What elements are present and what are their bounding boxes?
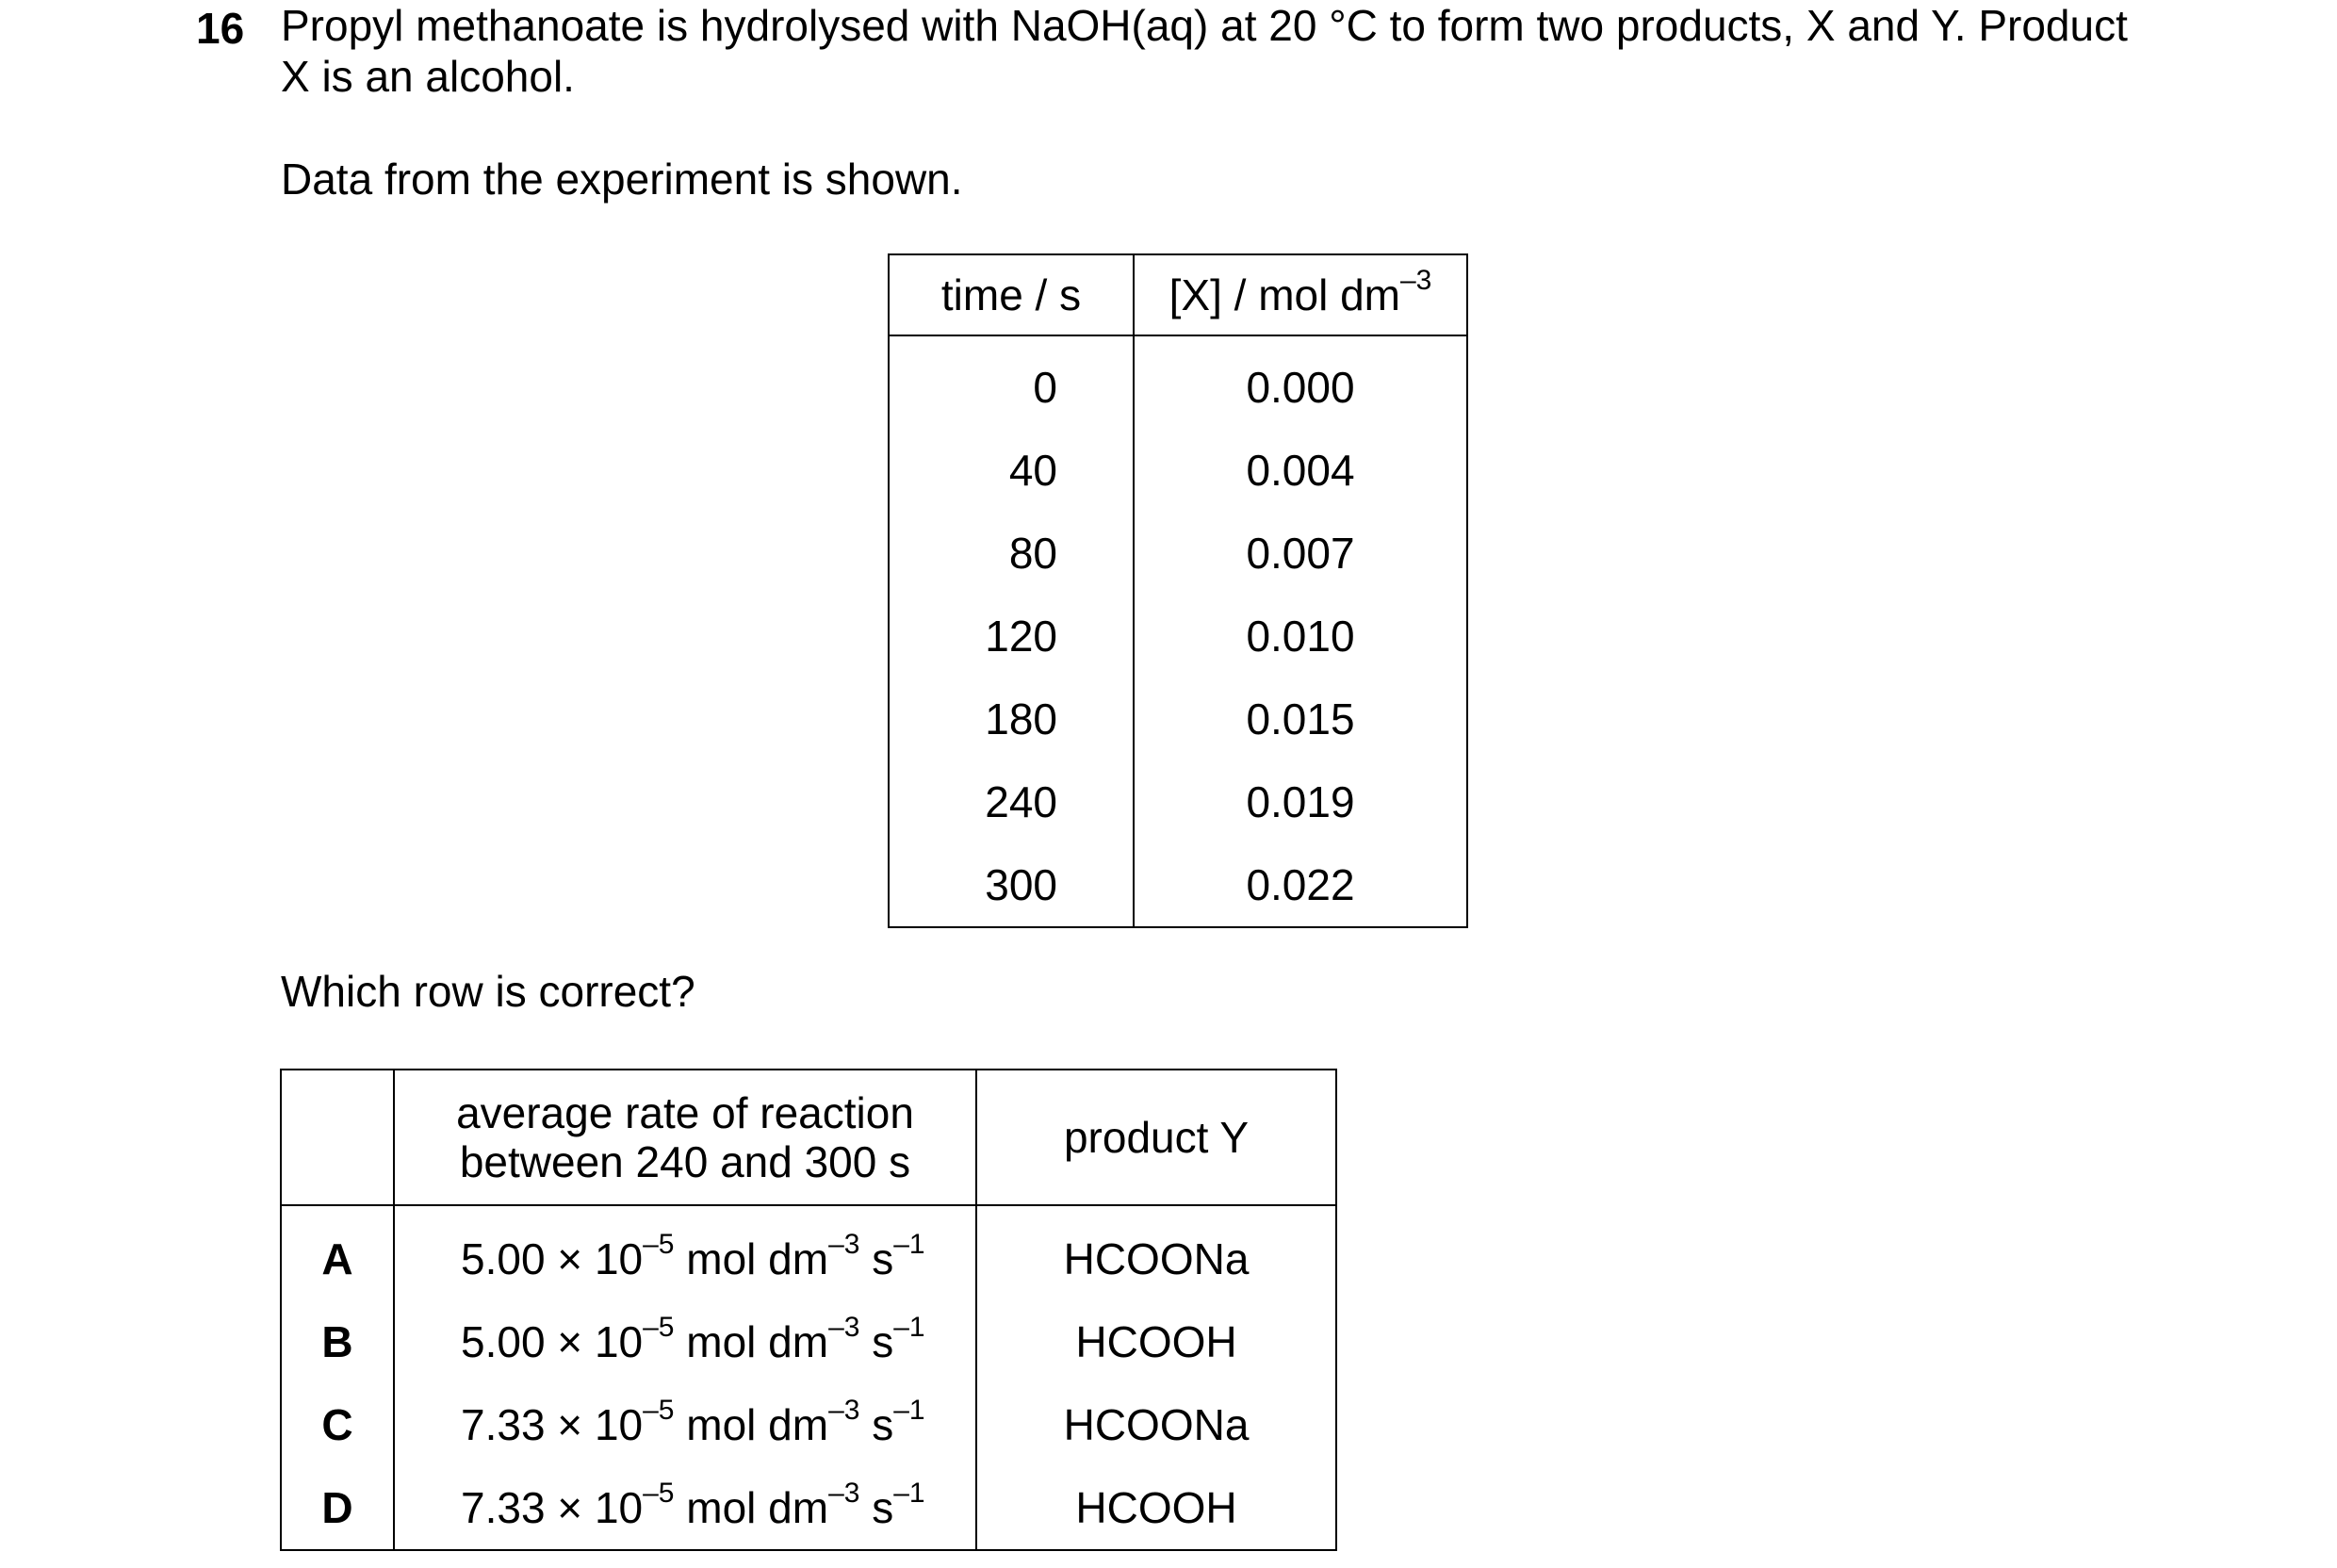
experiment-data-table: [888, 253, 1468, 928]
option-row-d[interactable]: [281, 1466, 1336, 1550]
option-rate: $7.33 \times 10^{-5}$ mol $dm^{-3}$ $s^{-1}$: [394, 1466, 976, 1550]
option-letter[interactable]: C: [281, 1383, 394, 1466]
time-cell: 0: [889, 335, 1134, 429]
option-row-c[interactable]: [281, 1383, 1336, 1466]
data-table-row: [889, 429, 1467, 512]
option-product: HCOOH: [976, 1300, 1336, 1383]
data-table-row: [889, 335, 1467, 429]
time-cell: 240: [889, 760, 1134, 843]
option-rate: $5.00 \times 10^{-5}$ mol $dm^{-3}$ $s^{-1}$: [394, 1300, 976, 1383]
question-number: 16: [196, 4, 245, 53]
concentration-header-text: [X] / mol dm: [1168, 270, 1400, 319]
question-text-line1: Propyl methanoate is hydrolysed with NaOH(aq) at 20 °C to form two products, X and Y. Product: [281, 1, 2128, 50]
concentration-cell: 0.000: [1134, 335, 1467, 429]
answer-options-table: [280, 1069, 1337, 1551]
letter-column-header: [281, 1070, 394, 1205]
time-cell: 300: [889, 843, 1134, 927]
time-cell: 120: [889, 595, 1134, 678]
option-product: HCOOH: [976, 1466, 1336, 1550]
concentration-cell: 0.010: [1134, 595, 1467, 678]
data-table-row: [889, 512, 1467, 595]
time-column-header: time / s: [889, 254, 1134, 335]
rate-column-header: [394, 1070, 976, 1205]
concentration-header-exponent: –3: [1400, 264, 1432, 296]
question-text-line2: X is an alcohol.: [281, 52, 575, 101]
option-product: HCOONa: [976, 1205, 1336, 1300]
time-cell: 80: [889, 512, 1134, 595]
question-prompt: Which row is correct?: [281, 967, 695, 1016]
data-intro: Data from the experiment is shown.: [281, 155, 963, 204]
concentration-cell: 0.022: [1134, 843, 1467, 927]
data-table-row: [889, 843, 1467, 927]
option-rate: $5.00 \times 10^{-5}$ mol $dm^{-3}$ $s^{-1}$: [394, 1205, 976, 1300]
concentration-cell: 0.015: [1134, 678, 1467, 760]
data-table-row: [889, 760, 1467, 843]
rate-header-line1: average rate of reaction: [456, 1088, 914, 1137]
option-letter[interactable]: A: [281, 1205, 394, 1300]
option-product: HCOONa: [976, 1383, 1336, 1466]
options-header-row: [281, 1070, 1336, 1205]
time-cell: 40: [889, 429, 1134, 512]
data-table-header-row: [889, 254, 1467, 335]
concentration-cell: 0.019: [1134, 760, 1467, 843]
concentration-column-header: [1134, 254, 1467, 335]
data-table-row: [889, 678, 1467, 760]
product-column-header: product Y: [976, 1070, 1336, 1205]
time-cell: 180: [889, 678, 1134, 760]
option-row-a[interactable]: [281, 1205, 1336, 1300]
data-table-row: [889, 595, 1467, 678]
option-row-b[interactable]: [281, 1300, 1336, 1383]
option-rate: $7.33 \times 10^{-5}$ mol $dm^{-3}$ $s^{-1}$: [394, 1383, 976, 1466]
question-text: [281, 0, 2203, 102]
option-letter[interactable]: D: [281, 1466, 394, 1550]
rate-header-line2: between 240 and 300 s: [459, 1137, 911, 1186]
concentration-cell: 0.007: [1134, 512, 1467, 595]
option-letter[interactable]: B: [281, 1300, 394, 1383]
concentration-cell: 0.004: [1134, 429, 1467, 512]
